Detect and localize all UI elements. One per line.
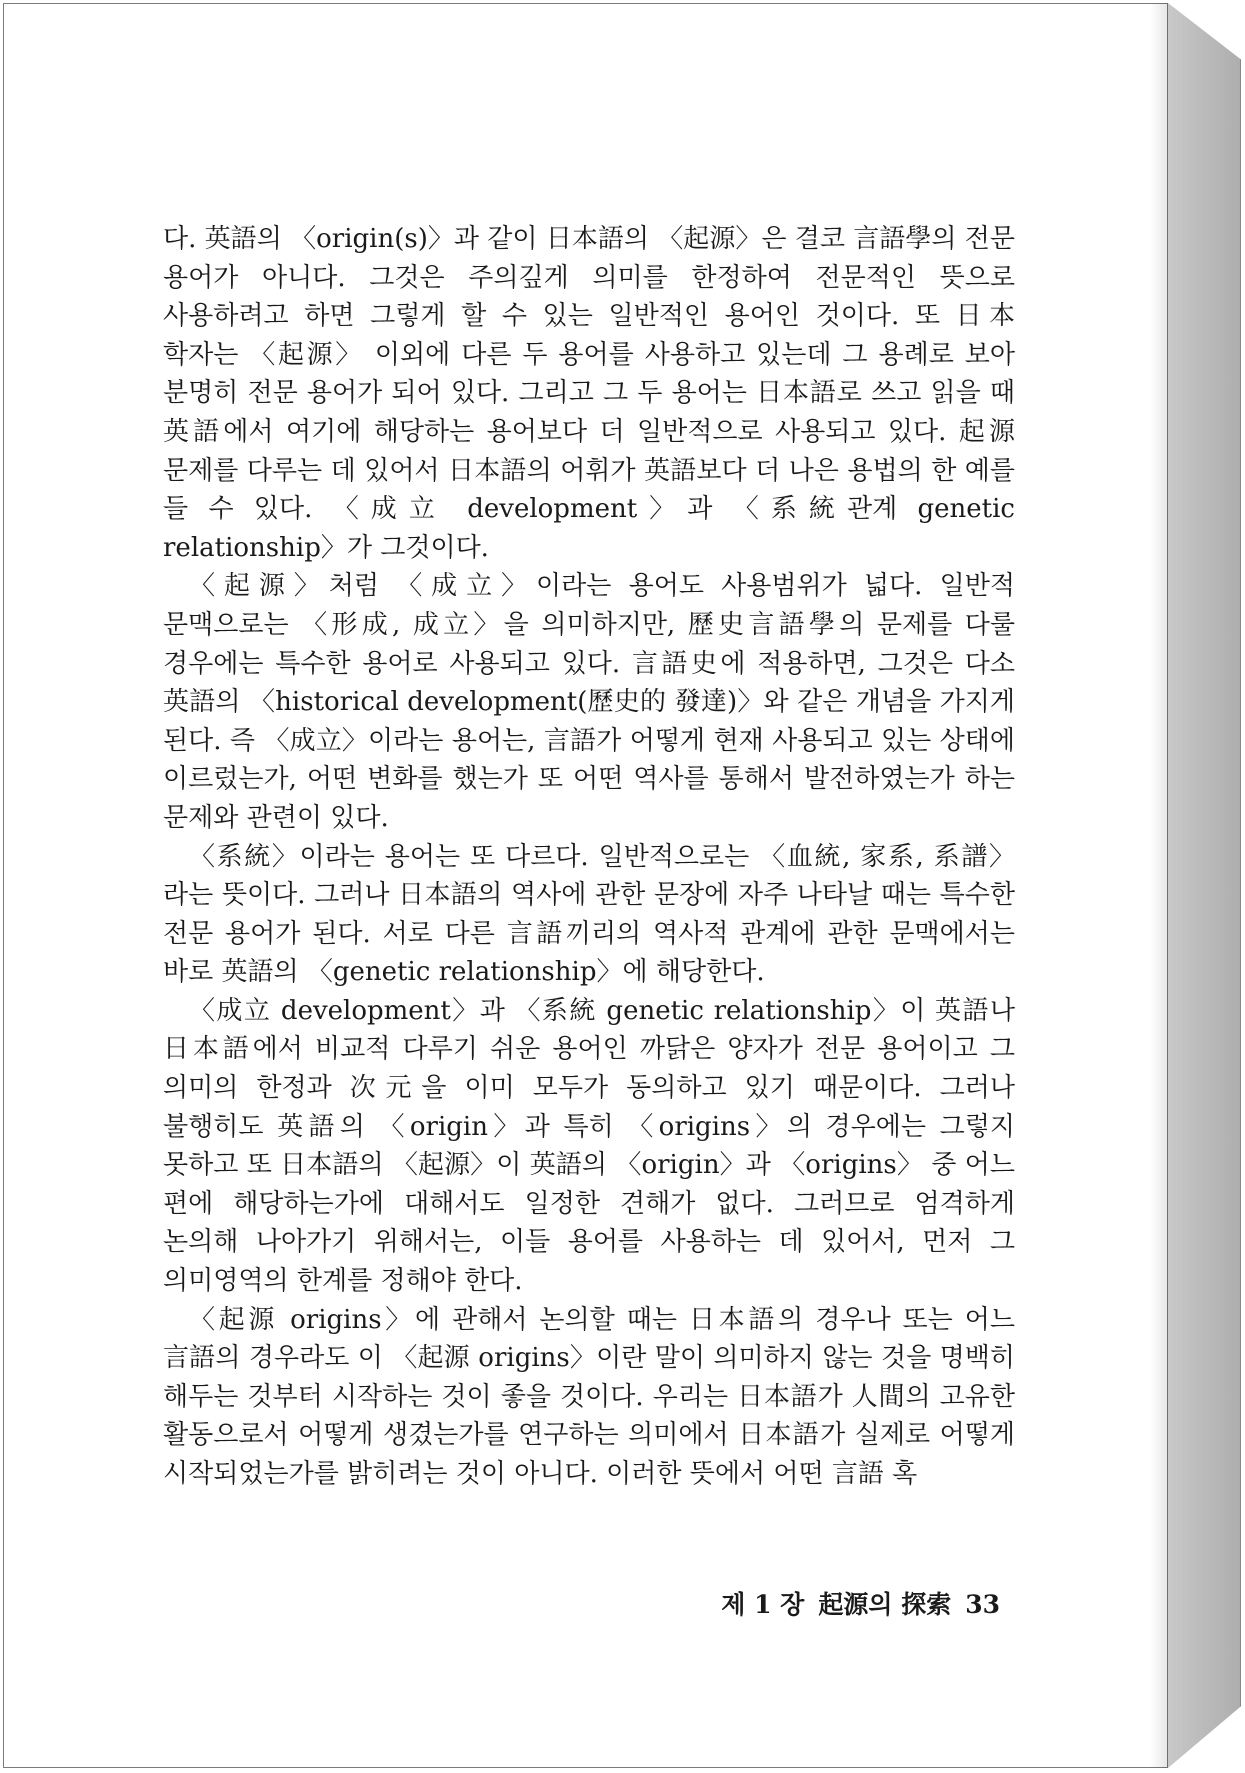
footer-chapter: 제 1 장 <box>721 1590 805 1619</box>
paragraph-1: 다. 英語의 〈origin(s)〉과 같이 日本語의 〈起源〉은 결코 言語學의 전문 용어가 아니다. 그것은 주의깊게 의미를 한정하여 전문적인 뜻으로 사용하려고 하면 그렇게 할 수 있는 일반적인 용어인 것이다. 또 日本 학자는 〈起源〉 이외에 다른 두 용어를 사용하고 있는데 그 용례로 보아 분명히 전문 용어가 되어 있다. 그리고 그 두 용어는 日本語로 쓰고 읽을 때 英語에서 여기에 해당하는 용어보다 더 일반적으로 사용되고 있다. 起源 문제를 다루는 데 있어서 日本語의 어휘가 英語보다 더 나은 용법의 한 예를 들 수 있다. 〈成立 development〉과 〈系統관계 genetic relationship〉가 그것이다. <box>163 224 1015 563</box>
page-shadow <box>1150 3 1168 1768</box>
paragraph-4: 〈成立 development〉과 〈系統 genetic relationship〉이 英語나 日本語에서 비교적 다루기 쉬운 용어인 까닭은 양자가 전문 용어이고 그 의미의 한정과 次元을 이미 모두가 동의하고 있기 때문이다. 그러나 불행히도 英語의 〈origin〉과 특히 〈origins〉의 경우에는 그렇지 못하고 또 日本語의 〈起源〉이 英語의 〈origin〉과 〈origins〉 중 어느 편에 해당하는가에 대해서도 일정한 견해가 없다. 그러므로 엄격하게 논의해 나아가기 위해서는, 이들 용어를 사용하는 데 있어서, 먼저 그 의미영역의 한계를 정해야 한다. <box>163 995 1015 1297</box>
paragraph-5: 〈起源 origins〉에 관해서 논의할 때는 日本語의 경우나 또는 어느 言語의 경우라도 이 〈起源 origins〉이란 말이 의미하지 않는 것을 명백히 해두는 것부터 시작하는 것이 좋을 것이다. 우리는 日本語가 人間의 고유한 활동으로서 어떻게 생겼는가를 연구하는 의미에서 日本語가 실제로 어떻게 시작되었는가를 밝히려는 것이 아니다. 이러한 뜻에서 어떤 言語 혹 <box>163 1304 1015 1489</box>
running-footer <box>700 1585 1000 1621</box>
book-page-edge <box>1168 3 1241 1768</box>
body-text <box>163 220 1015 1494</box>
paragraph-2: 〈起源〉처럼 〈成立〉이라는 용어도 사용범위가 넓다. 일반적 문맥으로는 〈形成, 成立〉을 의미하지만, 歷史言語學의 문제를 다룰 경우에는 특수한 용어로 사용되고 있다. 言語史에 적용하면, 그것은 다소 英語의 〈historical development(歷史的 發達)〉와 같은 개념을 가지게 된다. 즉 〈成立〉이라는 용어는, 言語가 어떻게 현재 사용되고 있는 상태에 이르렀는가, 어떤 변화를 했는가 또 어떤 역사를 통해서 발전하였는가 하는 문제와 관련이 있다. <box>163 571 1015 833</box>
page-number: 33 <box>965 1590 1000 1619</box>
paragraph-3: 〈系統〉이라는 용어는 또 다르다. 일반적으로는 〈血統, 家系, 系譜〉라는 뜻이다. 그러나 日本語의 역사에 관한 문장에 자주 나타날 때는 특수한 전문 용어가 된다. 서로 다른 言語끼리의 역사적 관계에 관한 문맥에서는 바로 英語의 〈genetic relationship〉에 해당한다. <box>163 841 1015 988</box>
footer-title: 起源의 探索 <box>818 1590 952 1619</box>
